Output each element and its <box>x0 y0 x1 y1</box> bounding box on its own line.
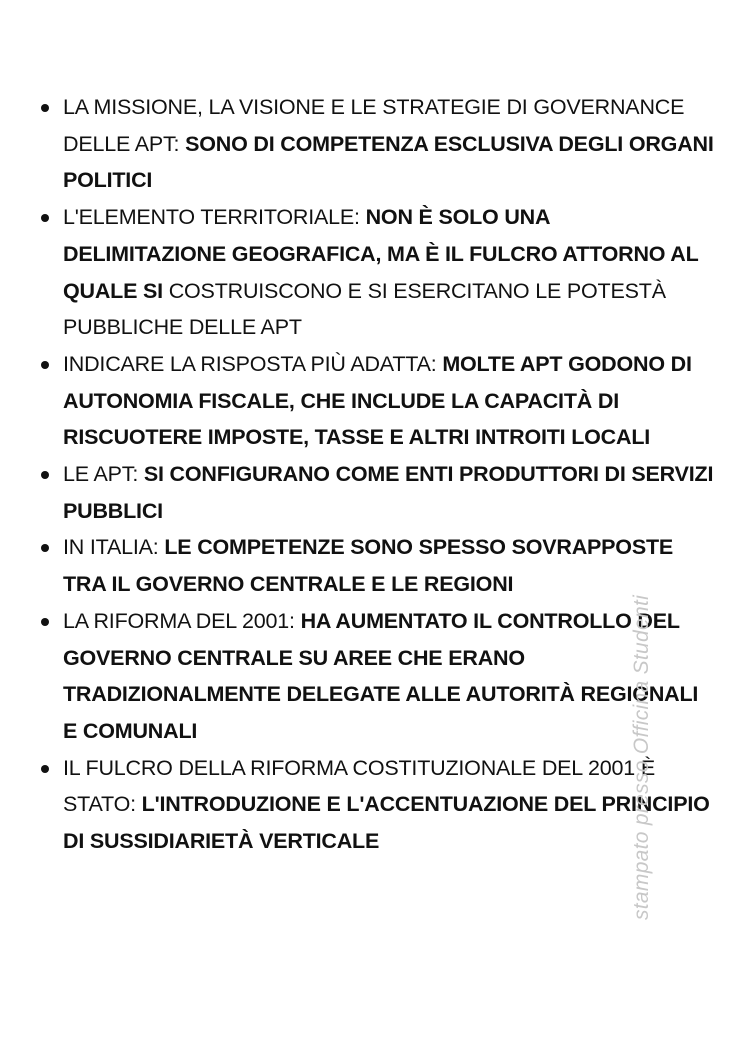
item-question: L'ELEMENTO TERRITORIALE: <box>63 205 366 230</box>
item-answer: HA AUMENTATO IL CONTROLLO DEL GOVERNO CENTRALE SU AREE CHE ERANO TRADIZIONALMENTE DELEGATE ALLE AUTORITÀ REGIONALI E COMUNALI <box>63 608 699 743</box>
item-answer: L'INTRODUZIONE E L'ACCENTUAZIONE DEL PRINCIPIO DI SUSSIDIARIETÀ VERTICALE <box>63 792 710 854</box>
item-tail: COSTRUISCONO E SI ESERCITANO LE POTESTÀ PUBBLICHE DELLE APT <box>63 278 666 340</box>
bullet-icon <box>41 361 49 369</box>
item-answer: NON È SOLO UNA DELIMITAZIONE GEOGRAFICA, MA È IL FULCRO ATTORNO AL QUALE SI <box>63 205 699 303</box>
item-question: LE APT: <box>63 462 144 487</box>
bullet-icon <box>41 214 49 222</box>
item-question: IN ITALIA: <box>63 535 165 560</box>
list-item <box>38 603 718 750</box>
list-item <box>38 456 718 529</box>
item-answer: SI CONFIGURANO COME ENTI PRODUTTORI DI SERVIZI PUBBLICI <box>63 462 714 523</box>
bullet-icon <box>41 104 49 112</box>
bullet-icon <box>41 544 49 552</box>
item-answer: SONO DI COMPETENZA ESCLUSIVA DEGLI ORGANI POLITICI <box>63 131 714 193</box>
item-answer: MOLTE APT GODONO DI AUTONOMIA FISCALE, CHE INCLUDE LA CAPACITÀ DI RISCUOTERE IMPOSTE, TASSE E ALTRI INTROITI LOCALI <box>63 351 692 450</box>
list-item <box>38 89 718 199</box>
item-question: IL FULCRO DELLA RIFORMA COSTITUZIONALE DEL 2001 È STATO: <box>63 755 655 817</box>
list-item <box>38 199 718 346</box>
bullet-icon <box>41 618 49 626</box>
bullet-icon <box>41 765 49 773</box>
list-item <box>38 750 718 860</box>
item-answer: LE COMPETENZE SONO SPESSO SOVRAPPOSTE TRA IL GOVERNO CENTRALE E LE REGIONI <box>63 535 674 597</box>
watermark-text: stampato presso Officina Studenti <box>630 594 653 920</box>
item-question: INDICARE LA RISPOSTA PIÙ ADATTA: <box>63 351 443 376</box>
item-question: LA MISSIONE, LA VISIONE E LE STRATEGIE DI GOVERNANCE DELLE APT: <box>63 95 685 156</box>
list-item <box>38 346 718 456</box>
list-item <box>38 529 718 602</box>
item-question: LA RIFORMA DEL 2001: <box>63 608 301 633</box>
answer-list <box>38 89 718 860</box>
bullet-icon <box>41 471 49 479</box>
